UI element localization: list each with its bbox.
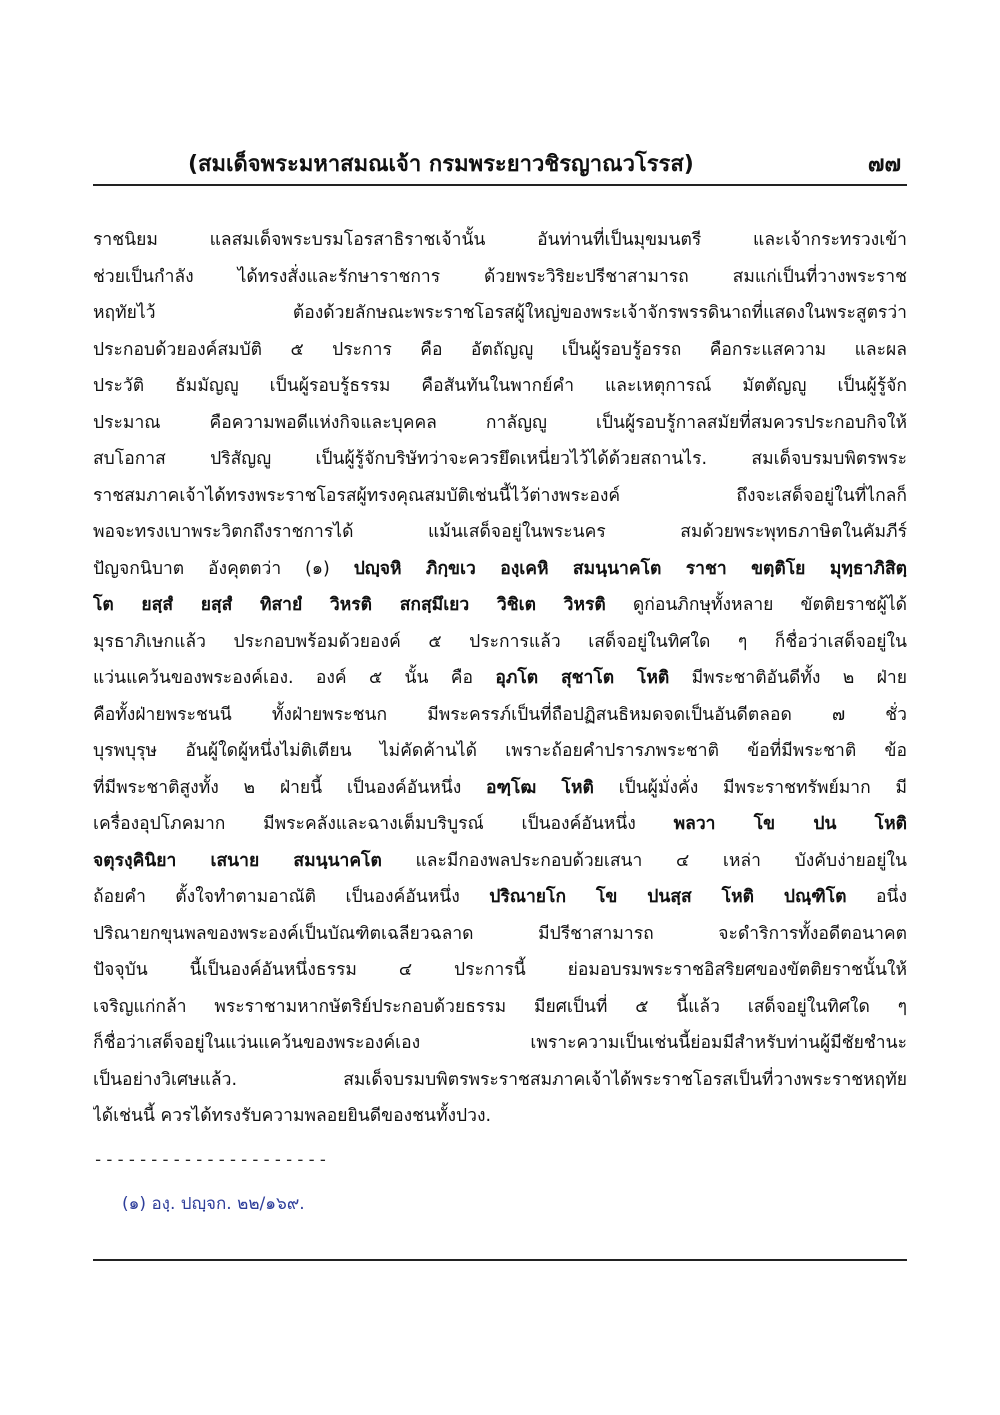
text-segment: ประมาณ คือความพอดีแห่งกิจและบุคคล กาลัญญู เป็นผู้รอบรู้กาลสมัยที่สมควรประกอบกิจให้ — [93, 412, 907, 433]
text-segment: เจริญแก่กล้า พระราชามหากษัตริย์ประกอบด้วยธรรม มียศเป็นที่ ๕ นี้แล้ว เสด็จอยู่ในทิศใด ๆ — [93, 996, 907, 1017]
text-segment: แว่นแคว้นของพระองค์เอง. องค์ ๕ นั้น คือ — [93, 668, 496, 688]
text-segment: ถ้อยคำ ตั้งใจทำตามอาณัติ เป็นองค์อันหนึ่ง — [93, 887, 490, 907]
text-segment: ปริณายกขุนพลของพระองค์เป็นบัณฑิตเฉลียวฉลาด มีปรีชาสามารถ จะดำริการทั้งอดีตอนาคต — [93, 923, 907, 944]
text-line — [93, 441, 907, 478]
footnote-separator: --------------------- — [93, 1150, 329, 1170]
text-segment: ประกอบด้วยองค์สมบัติ ๕ ประการ คือ อัตถัญญู เป็นผู้รอบรู้อรรถ คือกระแสความ และผล — [93, 339, 907, 360]
text-segment: ได้เช่นนี้ ควรได้ทรงรับความพลอยยินดีของชนทั้งปวง. — [93, 1106, 492, 1126]
pali-quote-segment: อฑฺโฒ โหติ — [486, 777, 594, 798]
text-segment: บุรพบุรุษ อันผู้ใดผู้หนึ่งไม่ติเตียน ไม่คัดค้านได้ เพราะถ้อยคำปรารภพระชาติ ข้อที่มีพระชาติ ข้อ — [93, 741, 907, 761]
text-segment: ราชสมภาคเจ้าได้ทรงพระราชโอรสผู้ทรงคุณสมบัติเช่นนี้ไว้ต่างพระองค์ ถึงจะเสด็จอยู่ในที่ไกลก็ — [93, 485, 907, 506]
text-line — [93, 332, 907, 369]
pali-quote-segment: โต ยสฺสํ ยสฺสํ ทิสายํ วิหรติ สกสฺมึเยว วิชิเต วิหรติ — [93, 595, 606, 615]
text-segment: ประวัติ ธัมมัญญู เป็นผู้รอบรู้ธรรม คือสันทันในพากย์คำ และเหตุการณ์ มัตตัญญู เป็นผู้รู้จัก — [93, 376, 907, 396]
header-title: (สมเด็จพระมหาสมณเจ้า กรมพระยาวชิรญาณวโรรส) — [188, 152, 694, 177]
text-segment: เป็นอย่างวิเศษแล้ว. สมเด็จบรมบพิตรพระราชสมภาคเจ้าได้พระราชโอรสเป็นที่วางพระราชหฤทัย — [93, 1069, 907, 1090]
text-line — [93, 660, 907, 697]
pali-quote-segment: จตุรงฺคินิยา เสนาย สมนฺนาคโต — [93, 850, 382, 871]
text-segment: ที่มีพระชาติสูงทั้ง ๒ ฝ่ายนี้ เป็นองค์อันหนึ่ง — [93, 777, 487, 798]
text-line — [93, 1062, 907, 1099]
pali-quote-segment: ปริณายโก โข ปนสฺส โหติ ปณฺฑิโต — [489, 887, 847, 907]
text-segment: เครื่องอุปโภคมาก มีพระคลังและฉางเต็มบริบูรณ์ เป็นองค์อันหนึ่ง — [93, 814, 674, 834]
text-segment: มีพระชาติอันดีทั้ง ๒ ฝ่าย — [669, 668, 907, 688]
text-line — [93, 879, 907, 916]
text-line — [93, 697, 907, 734]
text-segment: พอจะทรงเบาพระวิตกถึงราชการได้ แม้นเสด็จอยู่ในพระนคร สมด้วยพระพุทธภาษิตในคัมภีร์ — [93, 522, 907, 542]
text-segment: เป็นผู้มั่งคั่ง มีพระราชทรัพย์มาก มี — [593, 777, 907, 798]
pali-quote-segment: อุภโต สุชาโต โหติ — [495, 668, 670, 688]
text-segment: หฤทัยไว้ ต้องด้วยลักษณะพระราชโอรสผู้ใหญ่ของพระเจ้าจักรพรรดินาถที่แสดงในพระสูตรว่า — [93, 303, 907, 323]
text-line — [93, 478, 907, 515]
text-line — [93, 368, 907, 405]
text-segment: อนึ่ง — [846, 887, 907, 907]
text-line — [93, 806, 907, 843]
text-line — [93, 587, 907, 624]
text-line — [93, 259, 907, 296]
text-line — [93, 770, 907, 807]
text-segment: ราชนิยม แลสมเด็จพระบรมโอรสาธิราชเจ้านั้น อันท่านที่เป็นมุขมนตรี และเจ้ากระทรวงเข้า — [93, 230, 907, 250]
body-text — [93, 222, 907, 1135]
text-line — [93, 1025, 907, 1062]
bottom-rule — [93, 1259, 907, 1261]
text-segment: ดูก่อนภิกษุทั้งหลาย ขัตติยราชผู้ได้ — [605, 595, 907, 615]
text-line — [93, 843, 907, 880]
text-line — [93, 514, 907, 551]
text-line — [93, 989, 907, 1026]
text-line — [93, 295, 907, 332]
text-segment: ปัจจุบัน นี้เป็นองค์อันหนึ่งธรรม ๔ ประการนี้ ย่อมอบรมพระราชอิสริยศของขัตติยราชนั้นให้ — [93, 960, 907, 980]
footnote: (๑) องฺ. ปญฺจก. ๒๒/๑๖๙. — [122, 1194, 305, 1214]
text-segment: และมีกองพลประกอบด้วยเสนา ๔ เหล่า บังคับง่ายอยู่ใน — [381, 850, 907, 871]
text-segment: ปัญจกนิบาต อังคุตตว่า (๑) — [93, 558, 354, 579]
pali-quote-segment: ปญฺจหิ ภิกฺขเว องฺเคหิ สมนฺนาคโต ราชา ขตฺติโย มุทฺธาภิสิตฺ — [353, 558, 907, 579]
text-line — [93, 916, 907, 953]
text-segment: ช่วยเป็นกำลัง ได้ทรงสั่งและรักษาราชการ ด้วยพระวิริยะปรีชาสามารถ สมแก่เป็นที่วางพระราช — [93, 266, 907, 287]
text-segment: ก็ชื่อว่าเสด็จอยู่ในแว่นแคว้นของพระองค์เอง เพราะความเป็นเช่นนี้ย่อมมีสำหรับท่านผู้มีชัยชำนะ — [93, 1033, 907, 1053]
text-line — [93, 624, 907, 661]
text-line — [93, 551, 907, 588]
running-header — [93, 140, 907, 186]
text-line — [93, 1098, 907, 1135]
pali-quote-segment: พลวา โข ปน โหติ — [673, 814, 907, 834]
text-line — [93, 733, 907, 770]
text-line — [93, 405, 907, 442]
text-line — [93, 952, 907, 989]
text-segment: สบโอกาส ปริสัญญู เป็นผู้รู้จักบริษัทว่าจะควรยึดเหนี่ยวไว้ได้ด้วยสถานไร. สมเด็จบรมบพิตรพระ — [93, 449, 907, 469]
text-segment: มุรธาภิเษกแล้ว ประกอบพร้อมด้วยองค์ ๕ ประการแล้ว เสด็จอยู่ในทิศใด ๆ ก็ชื่อว่าเสด็จอยู่ใน — [93, 631, 907, 652]
text-segment: คือทั้งฝ่ายพระชนนี ทั้งฝ่ายพระชนก มีพระครรภ์เป็นที่ถือปฏิสนธิหมดจดเป็นอันดีตลอด ๗ ชั่ว — [93, 704, 907, 725]
text-line — [93, 222, 907, 259]
page-number: ๗๗ — [867, 152, 901, 177]
